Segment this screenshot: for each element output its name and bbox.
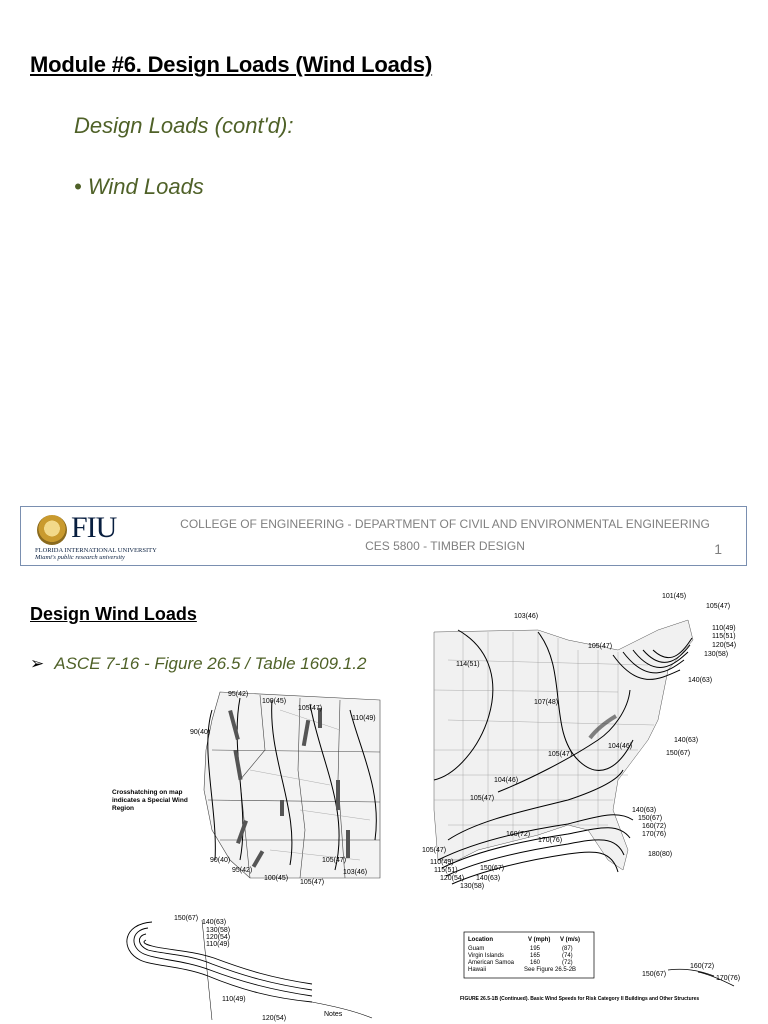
slide-title: Module #6. Design Loads (Wind Loads)	[30, 52, 433, 77]
slide-footer	[20, 506, 747, 566]
wind-speed-label: 105(47)	[588, 643, 613, 650]
wind-speed-label: 120(54)	[206, 934, 231, 941]
wind-speed-label: 160(72)	[642, 823, 667, 830]
wind-speed-label: 105(47)	[470, 795, 495, 802]
wind-speed-label: 103(46)	[514, 613, 539, 620]
logo-tagline: Miami's public research university	[35, 554, 125, 561]
wind-speed-label: 170(76)	[642, 831, 667, 838]
table-cell: American Samoa	[468, 960, 515, 966]
wind-speed-label: 90(40)	[210, 857, 231, 864]
reference-bullet	[30, 654, 366, 674]
slide-subtitle: Design Loads (cont'd):	[74, 113, 294, 138]
wind-speed-label: 115(51)	[712, 633, 736, 640]
wind-speed-label: 150(67)	[642, 971, 667, 978]
wind-speed-label: 110(49)	[430, 859, 454, 866]
wind-speed-label: 105(47)	[422, 847, 447, 854]
wind-speed-label: 90(40)	[190, 729, 211, 736]
footer-department: COLLEGE OF ENGINEERING - DEPARTMENT OF CIVIL AND ENVIRONMENTAL ENGINEERING	[180, 517, 710, 531]
wind-speed-label: 110(49)	[712, 625, 736, 632]
wind-speed-label: 110(49)	[206, 941, 230, 948]
wind-speed-label: 114(51)	[456, 661, 480, 668]
page-number: 1	[714, 541, 722, 557]
table-header: V (mph)	[528, 937, 551, 943]
table-cell: 165	[530, 953, 541, 959]
table-cell: Hawaii	[468, 967, 487, 973]
wind-speed-label: 100(45)	[264, 875, 289, 882]
wind-speed-label: 130(58)	[460, 883, 485, 890]
wind-speed-label: 120(54)	[440, 875, 465, 882]
figure-caption: FIGURE 26.5-1B (Continued). Basic Wind Speeds for Risk Category II Buildings and Other Structures	[460, 996, 700, 1002]
west-us-wind-map	[100, 690, 385, 886]
special-wind-region-note: Crosshatching on map indicates a Special Wind Region	[112, 789, 188, 812]
wind-speed-label: 110(49)	[352, 715, 376, 722]
wind-speed-label: 107(48)	[534, 699, 559, 706]
table-cell: See Figure 26.5-2B	[524, 967, 577, 973]
wind-speed-label: 170(76)	[538, 837, 563, 844]
bullet-item: • Wind Loads	[74, 174, 204, 199]
university-seal-icon	[37, 515, 67, 545]
reference-text: ASCE 7-16 - Figure 26.5 / Table 1609.1.2	[54, 654, 367, 673]
wind-speed-label: 105(47)	[548, 751, 573, 758]
table-header: Location	[468, 937, 493, 943]
territories-wind-table	[464, 932, 594, 978]
wind-speed-label: 95(42)	[232, 867, 253, 874]
wind-speed-label: 103(46)	[343, 869, 368, 876]
wind-speed-label: 105(47)	[706, 603, 731, 610]
wind-speed-label: 95(42)	[228, 691, 249, 698]
alaska-wind-map	[112, 910, 382, 1022]
slide-2	[0, 580, 768, 1024]
wind-speed-label: 140(63)	[688, 677, 713, 684]
wind-speed-label: 100(45)	[262, 698, 287, 705]
wind-speed-label: 130(58)	[704, 651, 729, 658]
wind-speed-label: 150(67)	[174, 915, 199, 922]
east-us-wind-map	[418, 593, 758, 1010]
slide-title: Design Wind Loads	[30, 604, 197, 624]
table-cell: (74)	[562, 953, 573, 959]
wind-speed-label: 180(80)	[648, 851, 673, 858]
wind-speed-label: 140(63)	[202, 919, 227, 926]
fiu-logo	[35, 513, 157, 561]
logo-text: FIU	[71, 511, 117, 544]
table-cell: Guam	[468, 946, 485, 952]
wind-speed-label: 150(67)	[666, 750, 691, 757]
table-header: V (m/s)	[560, 937, 581, 943]
wind-speed-label: 115(51)	[434, 867, 458, 874]
wind-speed-label: 170(76)	[716, 975, 741, 982]
wind-speed-label: 160(72)	[506, 831, 531, 838]
wind-speed-label: 120(54)	[712, 642, 737, 649]
notes-label: Notes	[324, 1011, 343, 1018]
table-cell: 160	[530, 960, 541, 966]
wind-speed-label: 104(46)	[608, 743, 633, 750]
wind-speed-label: 150(67)	[638, 815, 663, 822]
wind-speed-label: 130(58)	[206, 927, 231, 934]
table-cell: (72)	[562, 960, 573, 966]
logo-subtitle: FLORIDA INTERNATIONAL UNIVERSITY	[35, 547, 157, 554]
wind-speed-label: 150(67)	[480, 865, 505, 872]
table-cell: Virgin Islands	[468, 953, 504, 959]
wind-speed-label: 160(72)	[690, 963, 715, 970]
wind-speed-label: 140(63)	[632, 807, 657, 814]
table-cell: 195	[530, 946, 541, 952]
table-cell: (87)	[562, 946, 573, 952]
wind-speed-label: 101(45)	[662, 593, 687, 600]
wind-speed-label: 110(49)	[222, 996, 246, 1003]
footer-course: CES 5800 - TIMBER DESIGN	[365, 539, 525, 553]
wind-speed-label: 140(63)	[674, 737, 699, 744]
wind-speed-label: 104(46)	[494, 777, 519, 784]
wind-speed-label: 140(63)	[476, 875, 501, 882]
wind-speed-label: 105(47)	[300, 879, 325, 886]
wind-speed-label: 105(47)	[322, 857, 347, 864]
wind-speed-label: 105(47)	[298, 705, 323, 712]
wind-speed-label: 120(54)	[262, 1015, 287, 1022]
arrow-bullet-icon: ➢	[30, 654, 45, 673]
